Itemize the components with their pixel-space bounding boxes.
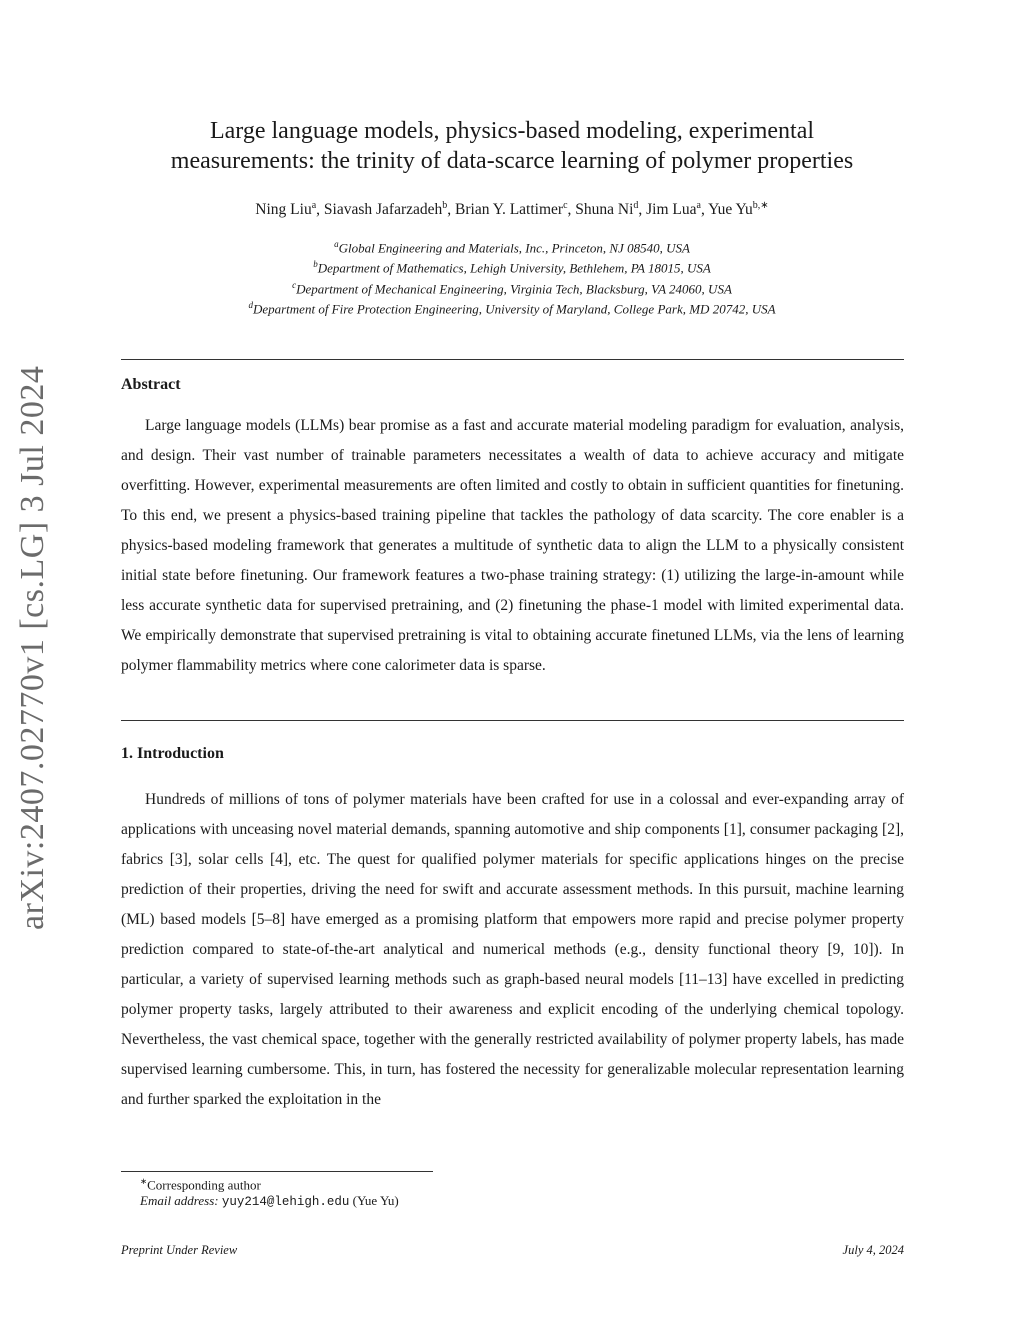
email-label: Email address: <box>140 1193 219 1208</box>
author-affil-mark: b <box>442 200 448 211</box>
email-name: (Yue Yu) <box>352 1193 399 1208</box>
affiliation: $^a$Global Engineering and Materials, Inc., Princeton, NJ 08540, USA <box>334 239 690 256</box>
author-affil-mark: b,∗ <box>752 200 769 211</box>
author-affil-mark: d <box>633 200 639 211</box>
abstract-text: Large language models (LLMs) bear promise as a fast and accurate material modeling paradigm for evaluation, analysis, and design. Their vast number of trainable parameters necessitates a wealth of data to achieve accuracy and mitigate overfitting. However, experimental measurements are often limited and costly to obtain in sufficient quantities for finetuning. To this end, we present a physics-based training pipeline that tackles the pathology of data scarcity. The core enabler is a physics-based modeling framework that generates a multitude of synthetic data to align the LLM to a physically consistent initial state before finetuning. Our framework features a two-phase training strategy: (1) utilizing the large-in-amount while less accurate synthetic data for supervised pretraining, and (2) finetuning the phase-1 model with limited experimental data. We empirically demonstrate that supervised pretraining is vital to obtaining accurate finetuned LLMs, via the lens of learning polymer flammability metrics where cone calorimeter data is sparse. <box>121 417 904 674</box>
abstract-heading: Abstract <box>121 376 181 393</box>
footnote-email <box>140 1193 399 1209</box>
paper-title <box>100 116 924 176</box>
author: Siavash Jafarzadeh <box>323 201 443 219</box>
author-affil-mark: a <box>696 200 701 211</box>
author-affil-mark: a <box>311 200 317 211</box>
introduction-text: Hundreds of millions of tons of polymer materials have been crafted for use in a colossal and ever-expanding array of applications with unceasing novel material demands, spanning automotive and ship components [1], consumer packaging [2], fabrics [3], solar cells [4], etc. The quest for qualified polymer materials for specific applications hinges on the precise prediction of their properties, driving the need for swift and accurate assessment methods. In this pursuit, machine learning (ML) based models [5–8] have emerged as a promising platform that empowers more rapid and precise polymer property prediction compared to state-of-the-art analytical and numerical methods (e.g., density functional theory [9, 10]). In particular, a variety of supervised learning methods such as graph-based neural models [11–13] have excelled in predicting polymer property tasks, largely attributed to their awareness and explicit encoding of the underlying chemical topology. Nevertheless, the vast chemical space, together with the generally restricted availability of polymer property labels, has made supervised learning cumbersome. This, in turn, has fostered the necessity for generalizable molecular representation learning and further sparked the exploitation in the <box>121 791 904 1108</box>
title-line-1: Large language models, physics-based modeling, experimental <box>209 118 815 144</box>
affiliation: $^d$Department of Fire Protection Engineering, University of Maryland, College Park, MD 20742, USA <box>248 299 776 317</box>
author: Yue Yu <box>708 201 753 219</box>
author: Jim Lua <box>646 201 697 219</box>
footer-date: July 4, 2024 <box>842 1243 904 1257</box>
email-address[interactable]: yuy214@lehigh.edu <box>221 1195 350 1209</box>
author-affil-mark: c <box>563 200 568 211</box>
affiliation-list <box>100 236 924 317</box>
footnote-rule <box>121 1171 433 1172</box>
section-heading-introduction: 1. Introduction <box>121 745 224 762</box>
abstract-top-rule <box>121 359 904 360</box>
arxiv-stamp: arXiv:2407.02770v1 [cs.LG] 3 Jul 2024 <box>14 365 51 930</box>
footer-left: Preprint Under Review <box>121 1243 238 1257</box>
affiliation: $^c$Department of Mechanical Engineering, Virginia Tech, Blacksburg, VA 24060, USA <box>292 279 732 296</box>
author: Ning Liu <box>255 201 312 219</box>
author: Shuna Ni <box>575 201 634 219</box>
abstract-bottom-rule <box>121 720 904 721</box>
footnote-corresponding: ∗Corresponding author <box>140 1176 261 1193</box>
title-line-2: measurements: the trinity of data-scarce learning of polymer properties <box>170 148 854 174</box>
affiliation: $^b$Department of Mathematics, Lehigh University, Bethlehem, PA 18015, USA <box>313 259 711 276</box>
author-list: Ning Liu$^a$, Siavash Jafarzadeh$^b$, Brian Y. Lattimer$^c$, Shuna Ni$^d$, Jim Lua$^a$, Yue $Yu^{b,∗}$ <box>255 200 769 219</box>
author: Brian Y. Lattimer <box>455 201 564 219</box>
